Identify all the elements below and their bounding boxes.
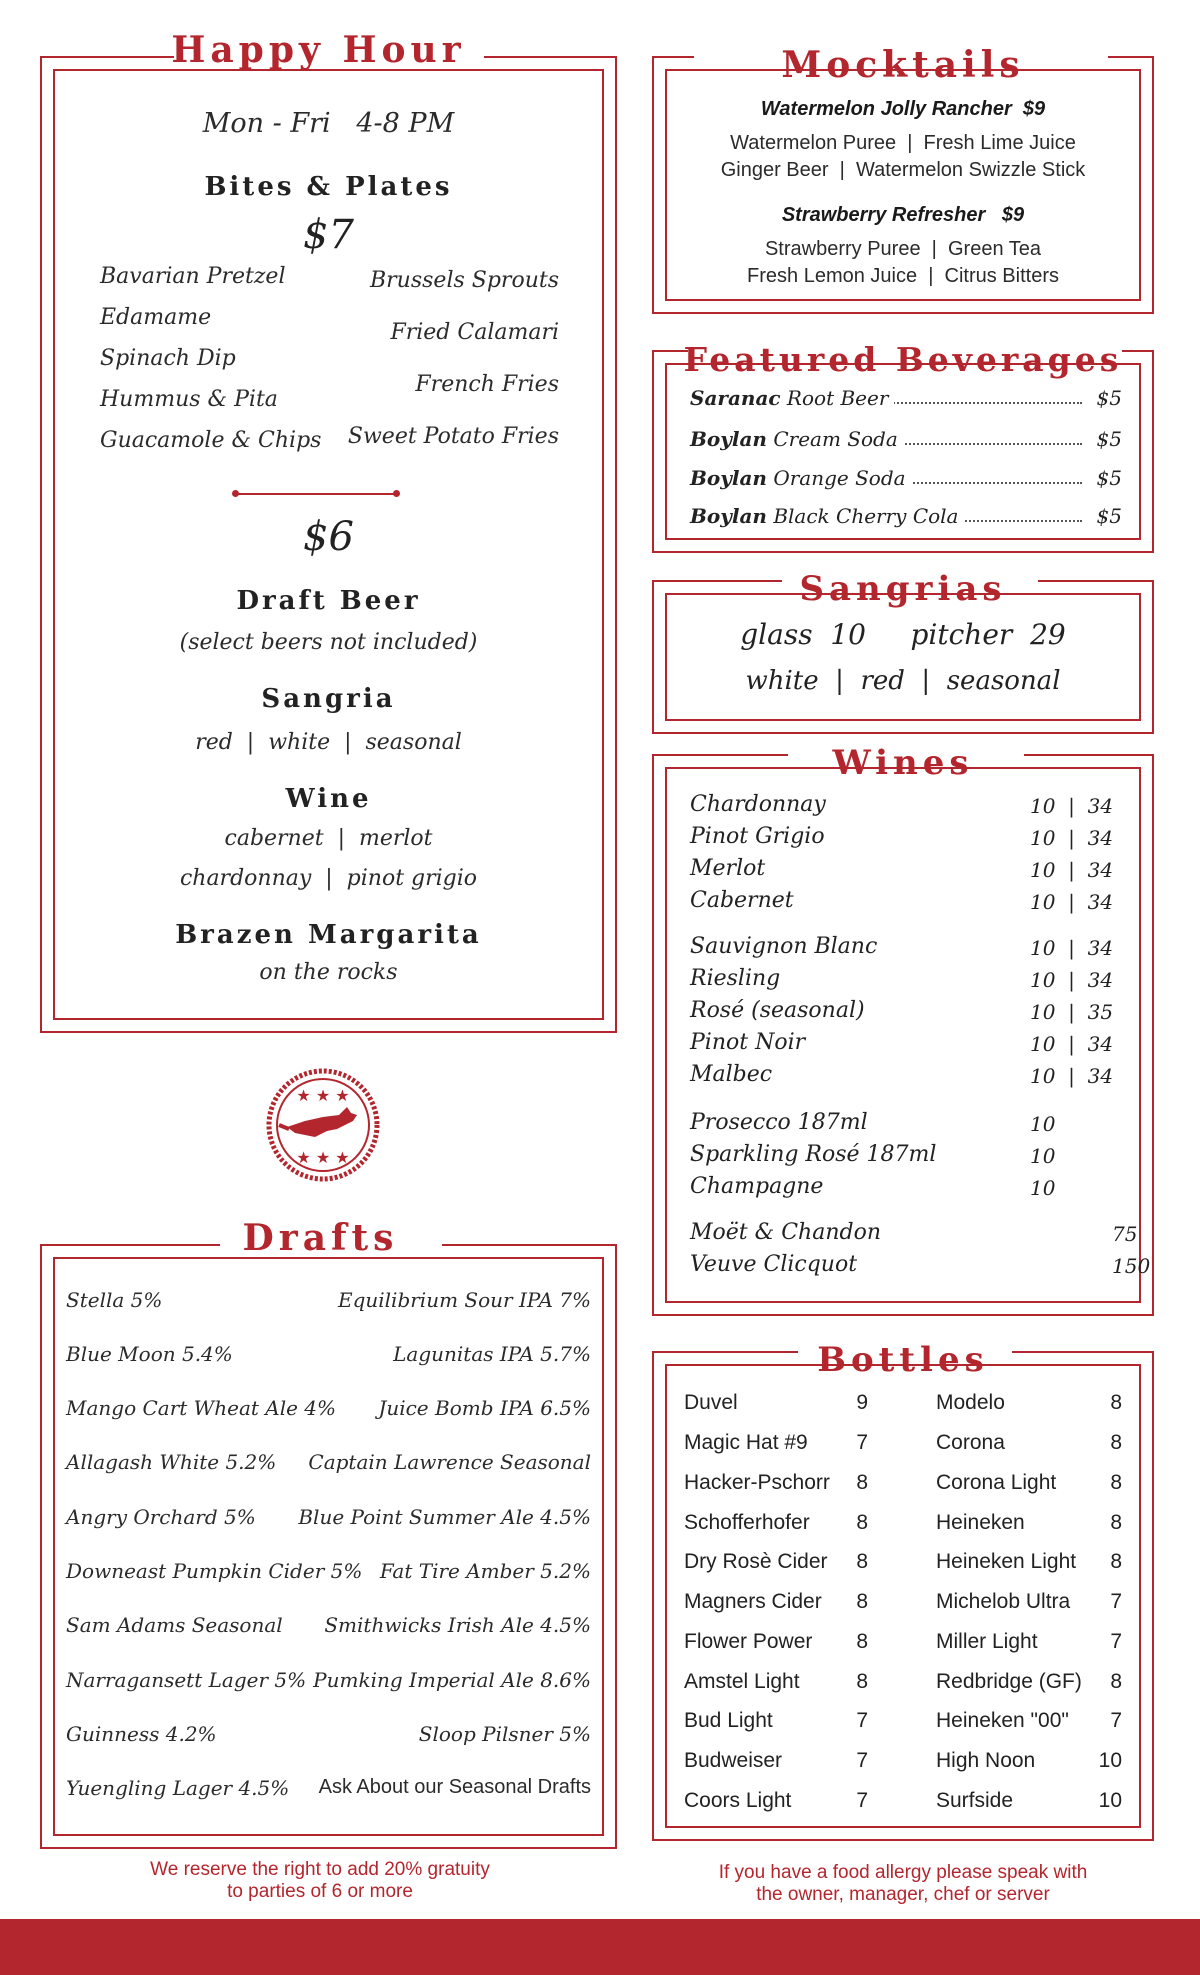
sangrias-inner-border bbox=[665, 593, 1141, 721]
beverage-brand: Boylan bbox=[690, 427, 767, 451]
bottle-name: Bud Light bbox=[684, 1709, 773, 1732]
bottle-name: High Noon bbox=[936, 1749, 1036, 1772]
draft-beer-heading: Draft Beer bbox=[236, 586, 421, 616]
wines-title: Wines bbox=[832, 743, 974, 783]
bottle-name: Flower Power bbox=[684, 1630, 813, 1653]
bottle-name: Surfside bbox=[936, 1789, 1014, 1812]
bottle-price: 8 bbox=[1110, 1431, 1122, 1454]
bottle-price: 7 bbox=[1110, 1590, 1122, 1613]
wine-price: 10 | 34 bbox=[1030, 890, 1114, 914]
draft-item: Juice Bomb IPA 6.5% bbox=[378, 1396, 591, 1420]
featured-panel bbox=[652, 340, 1154, 553]
bottle-price: 8 bbox=[856, 1511, 868, 1534]
wine-price: 75 bbox=[1112, 1222, 1138, 1246]
draft-item: Smithwicks Irish Ale 4.5% bbox=[324, 1613, 591, 1637]
wine-price: 10 | 34 bbox=[1030, 1064, 1114, 1088]
bottle-price: 8 bbox=[856, 1670, 868, 1693]
wine-name: Rosé (seasonal) bbox=[690, 998, 865, 1023]
bottle-price: 8 bbox=[1110, 1670, 1122, 1693]
beverage-price: $5 bbox=[1091, 504, 1122, 528]
allergy-line: If you have a food allergy please speak with bbox=[718, 1862, 1088, 1883]
draft-beer-note: (select beers not included) bbox=[179, 630, 478, 655]
draft-item: Pumking Imperial Ale 8.6% bbox=[313, 1668, 591, 1692]
bottle-name: Dry Rosè Cider bbox=[684, 1550, 828, 1573]
bottles-panel bbox=[652, 1340, 1154, 1841]
draft-item: Narragansett Lager 5% bbox=[66, 1668, 307, 1692]
bottle-name: Duvel bbox=[684, 1391, 738, 1414]
beverage-name bbox=[690, 466, 912, 490]
bottle-price: 8 bbox=[856, 1590, 868, 1613]
bottle-price: 10 bbox=[1098, 1749, 1122, 1772]
draft-item: Sloop Pilsner 5% bbox=[418, 1722, 591, 1746]
bottle-name: Magic Hat #9 bbox=[684, 1431, 808, 1454]
bite-item: Guacamole & Chips bbox=[100, 428, 322, 453]
draft-item: Blue Moon 5.4% bbox=[66, 1342, 233, 1366]
draft-item: Guinness 4.2% bbox=[66, 1722, 217, 1746]
gratuity-note bbox=[90, 1859, 550, 1903]
bite-item: Bavarian Pretzel bbox=[100, 264, 286, 289]
mocktail-name: Watermelon Jolly Rancher $9 bbox=[760, 98, 1046, 120]
divider-dot bbox=[232, 490, 239, 497]
bottle-name: Hacker-Pschorr bbox=[684, 1471, 830, 1494]
sangria-pricing: glass 10 pitcher 29 bbox=[740, 618, 1066, 651]
beverage-brand: Boylan bbox=[690, 466, 767, 490]
bottle-name: Heineken bbox=[936, 1511, 1025, 1534]
sangria-heading: Sangria bbox=[261, 684, 396, 714]
wine-price: 10 | 34 bbox=[1030, 826, 1114, 850]
bottle-name: Redbridge (GF) bbox=[936, 1670, 1082, 1693]
bottle-price: 7 bbox=[856, 1431, 868, 1454]
draft-item: Downeast Pumpkin Cider 5% bbox=[66, 1559, 363, 1583]
bottle-name: Budweiser bbox=[684, 1749, 783, 1772]
mocktail-desc: Watermelon Puree | Fresh Lime Juice bbox=[730, 132, 1076, 154]
wine-price: 10 | 34 bbox=[1030, 794, 1114, 818]
allergy-note bbox=[652, 1862, 1154, 1906]
happy-hour-schedule: Mon - Fri 4-8 PM bbox=[202, 108, 455, 139]
bottle-name: Magners Cider bbox=[684, 1590, 822, 1613]
wine-name: Prosecco 187ml bbox=[690, 1110, 868, 1135]
draft-item: Sam Adams Seasonal bbox=[66, 1613, 283, 1637]
beverage-label: Black Cherry Cola bbox=[766, 504, 959, 528]
wine-price: 10 bbox=[1030, 1112, 1056, 1136]
draft-item: Lagunitas IPA 5.7% bbox=[393, 1342, 591, 1366]
wines-panel bbox=[652, 743, 1154, 1316]
wine-price: 10 bbox=[1030, 1144, 1056, 1168]
bottle-name: Coors Light bbox=[684, 1789, 792, 1812]
fox-seal-icon bbox=[265, 1067, 381, 1183]
bottle-price: 7 bbox=[856, 1709, 868, 1732]
sangrias-title: Sangrias bbox=[799, 569, 1007, 609]
draft-item: Ask About our Seasonal Drafts bbox=[318, 1776, 591, 1798]
bottle-price: 7 bbox=[1110, 1709, 1122, 1732]
wine-name: Veuve Clicquot bbox=[690, 1252, 858, 1277]
beverage-price: $5 bbox=[1091, 427, 1122, 451]
bottle-price: 7 bbox=[856, 1749, 868, 1772]
bottle-name: Heineken "00" bbox=[936, 1709, 1069, 1732]
svg-text:★ ★ ★: ★ ★ ★ bbox=[296, 1086, 350, 1105]
bottle-name: Michelob Ultra bbox=[936, 1590, 1071, 1613]
wine-heading: Wine bbox=[285, 784, 372, 814]
wine-price: 10 | 34 bbox=[1030, 936, 1114, 960]
drafts-title: Drafts bbox=[242, 1217, 399, 1259]
price-seven: $7 bbox=[303, 212, 354, 258]
bottle-name: Heineken Light bbox=[936, 1550, 1077, 1573]
bottle-price: 9 bbox=[856, 1391, 868, 1414]
wine-line: chardonnay | pinot grigio bbox=[179, 866, 478, 891]
beverage-price: $5 bbox=[1091, 386, 1122, 410]
svg-text:★ ★ ★: ★ ★ ★ bbox=[296, 1148, 350, 1167]
mocktails-panel bbox=[652, 44, 1154, 314]
beverage-name bbox=[690, 504, 964, 528]
beverage-name bbox=[690, 427, 904, 451]
gratuity-line: We reserve the right to add 20% gratuity bbox=[150, 1859, 490, 1880]
gratuity-line: to parties of 6 or more bbox=[227, 1881, 413, 1902]
wine-name: Moët & Chandon bbox=[690, 1220, 881, 1245]
bottle-price: 7 bbox=[1110, 1630, 1122, 1653]
divider bbox=[236, 493, 396, 495]
wine-name: Cabernet bbox=[690, 888, 794, 913]
bite-item: Spinach Dip bbox=[100, 346, 236, 371]
draft-item: Stella 5% bbox=[66, 1288, 163, 1312]
bottle-name: Amstel Light bbox=[684, 1670, 800, 1693]
wine-name: Riesling bbox=[690, 966, 781, 991]
bite-item: Fried Calamari bbox=[390, 320, 559, 345]
wine-price: 150 bbox=[1112, 1254, 1151, 1278]
bottle-price: 8 bbox=[1110, 1511, 1122, 1534]
beverage-brand: Boylan bbox=[690, 504, 767, 528]
bottles-title: Bottles bbox=[817, 1340, 989, 1380]
mocktail-name: Strawberry Refresher $9 bbox=[781, 204, 1025, 226]
price-six: $6 bbox=[303, 514, 354, 560]
wine-name: Champagne bbox=[690, 1174, 824, 1199]
bite-item: Hummus & Pita bbox=[100, 387, 278, 412]
bottle-name: Modelo bbox=[936, 1391, 1005, 1414]
bottle-price: 8 bbox=[1110, 1391, 1122, 1414]
margarita-heading: Brazen Margarita bbox=[175, 920, 482, 950]
bottle-name: Miller Light bbox=[936, 1630, 1038, 1653]
wine-name: Malbec bbox=[690, 1062, 773, 1087]
bite-item: Edamame bbox=[100, 305, 212, 330]
bottle-name: Corona Light bbox=[936, 1471, 1057, 1494]
bite-item: Sweet Potato Fries bbox=[347, 424, 559, 449]
wine-name: Merlot bbox=[690, 856, 766, 881]
beverage-label: Orange Soda bbox=[766, 466, 906, 490]
mocktail-desc: Fresh Lemon Juice | Citrus Bitters bbox=[747, 265, 1059, 287]
bottle-price: 7 bbox=[856, 1789, 868, 1812]
wine-price: 10 bbox=[1030, 1176, 1056, 1200]
draft-item: Angry Orchard 5% bbox=[66, 1505, 256, 1529]
bottle-name: Corona bbox=[936, 1431, 1005, 1454]
beverage-label: Cream Soda bbox=[766, 427, 898, 451]
bite-item: Brussels Sprouts bbox=[370, 268, 559, 293]
draft-item: Yuengling Lager 4.5% bbox=[66, 1776, 290, 1800]
wine-price: 10 | 34 bbox=[1030, 1032, 1114, 1056]
happy-hour-title: Happy Hour bbox=[171, 29, 466, 71]
wine-price: 10 | 34 bbox=[1030, 858, 1114, 882]
drafts-panel bbox=[40, 1217, 617, 1849]
wine-name: Sparkling Rosé 187ml bbox=[690, 1142, 937, 1167]
beverage-label: Root Beer bbox=[780, 386, 889, 410]
bottle-name: Schofferhofer bbox=[684, 1511, 810, 1534]
bottle-price: 10 bbox=[1098, 1789, 1122, 1812]
draft-item: Blue Point Summer Ale 4.5% bbox=[298, 1505, 591, 1529]
bottle-price: 8 bbox=[1110, 1471, 1122, 1494]
divider-dot bbox=[393, 490, 400, 497]
wine-name: Sauvignon Blanc bbox=[690, 934, 878, 959]
wine-name: Chardonnay bbox=[690, 792, 826, 817]
allergy-line: the owner, manager, chef or server bbox=[756, 1884, 1050, 1905]
featured-title: Featured Beverages bbox=[683, 340, 1123, 379]
draft-item: Captain Lawrence Seasonal bbox=[308, 1450, 591, 1474]
mocktails-title: Mocktails bbox=[781, 44, 1025, 86]
beverage-brand: Saranac bbox=[690, 386, 781, 410]
bottom-bar bbox=[0, 1919, 1200, 1975]
mocktail-desc: Ginger Beer | Watermelon Swizzle Stick bbox=[720, 159, 1086, 181]
margarita-note: on the rocks bbox=[259, 960, 398, 985]
draft-item: Allagash White 5.2% bbox=[66, 1450, 277, 1474]
sangria-options: red | white | seasonal bbox=[195, 730, 462, 755]
sangrias-panel bbox=[652, 569, 1154, 734]
bite-item: French Fries bbox=[415, 372, 559, 397]
beverage-name bbox=[690, 386, 894, 410]
wine-name: Pinot Grigio bbox=[690, 824, 825, 849]
beverage-price: $5 bbox=[1091, 466, 1122, 490]
sangria-flavors: white | red | seasonal bbox=[745, 666, 1061, 696]
wine-name: Pinot Noir bbox=[690, 1030, 806, 1055]
bottle-price: 8 bbox=[856, 1471, 868, 1494]
mocktail-desc: Strawberry Puree | Green Tea bbox=[764, 238, 1042, 260]
draft-item: Mango Cart Wheat Ale 4% bbox=[66, 1396, 337, 1420]
happy-hour-panel bbox=[40, 29, 617, 1033]
bottle-price: 8 bbox=[1110, 1550, 1122, 1573]
bottle-price: 8 bbox=[856, 1550, 868, 1573]
draft-item: Fat Tire Amber 5.2% bbox=[379, 1559, 591, 1583]
draft-item: Equilibrium Sour IPA 7% bbox=[337, 1288, 591, 1312]
bites-heading: Bites & Plates bbox=[204, 172, 453, 202]
wine-price: 10 | 34 bbox=[1030, 968, 1114, 992]
bottle-price: 8 bbox=[856, 1630, 868, 1653]
wine-line: cabernet | merlot bbox=[224, 826, 433, 851]
wine-price: 10 | 35 bbox=[1030, 1000, 1114, 1024]
